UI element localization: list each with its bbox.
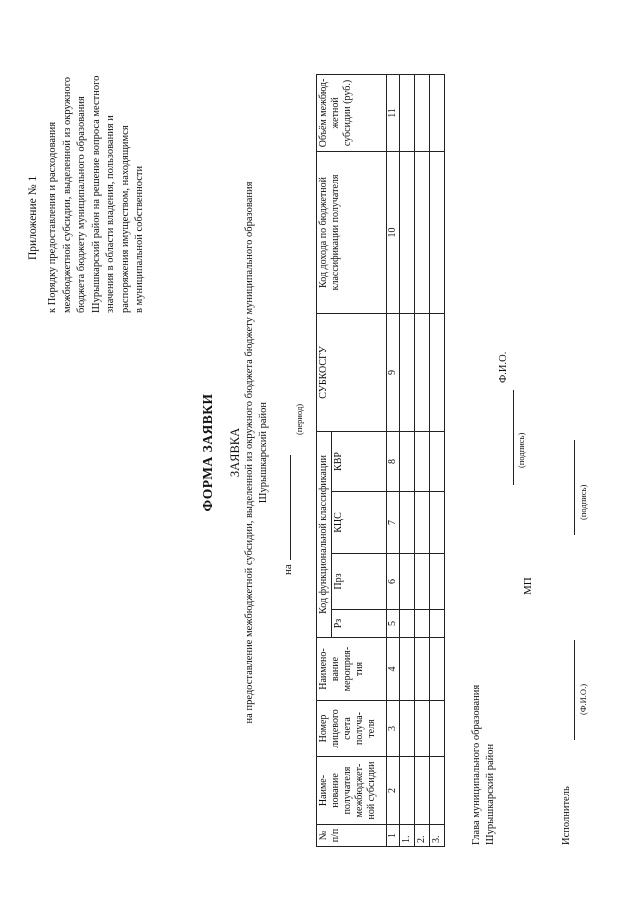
table-cell[interactable]: [400, 151, 415, 313]
period-input-line[interactable]: [280, 455, 291, 560]
header-subsidy-volume: Объём межбюд-жетной субсидии (руб.): [317, 74, 387, 151]
application-title: ЗАЯВКА: [228, 427, 242, 478]
table-cell[interactable]: [430, 74, 445, 151]
table-cell[interactable]: [415, 151, 430, 313]
stamp-label: МП: [522, 577, 534, 595]
column-number: 8: [387, 431, 400, 491]
table-cell[interactable]: [430, 610, 445, 638]
performer-fio-caption: (Ф.И.О.): [578, 683, 588, 715]
purpose-text: на предоставление межбюджетной субсидии, выделенной из окружного бюджета бюджету муниципального образования: [244, 181, 255, 724]
column-number: 6: [387, 554, 400, 610]
appendix-line: бюджета бюджету муниципального образования: [76, 96, 87, 313]
appendix-text: [46, 0, 148, 313]
appendix-line: в муниципальной собственности: [134, 165, 145, 313]
row-number: 2.: [415, 825, 430, 847]
applications-table: [316, 74, 445, 847]
header-rz: Рз: [332, 610, 387, 638]
period-field: [280, 455, 294, 575]
table-cell[interactable]: [400, 74, 415, 151]
table-row: [415, 74, 430, 846]
row-number: 1.: [400, 825, 415, 847]
header-func-code: Код функциональной классификации: [317, 431, 332, 637]
column-number: 7: [387, 492, 400, 554]
header-subkosgu: СУБКОСГУ: [317, 313, 387, 431]
performer-label: Исполнитель: [561, 786, 572, 845]
table-cell[interactable]: [400, 610, 415, 638]
table-cell[interactable]: [415, 701, 430, 757]
head-title-line: Глава муниципального образования: [471, 684, 482, 845]
header-income-code: Код дохода по бюджетной классификации получателя: [317, 151, 387, 313]
header-event: Наимено-вание мероприя-тия: [317, 638, 387, 701]
head-title-line: Шурышкарский район: [485, 743, 496, 845]
appendix-line: значения в области владения, пользования и: [105, 115, 116, 313]
table-cell[interactable]: [430, 757, 445, 825]
table-header-row: [317, 74, 332, 846]
header-kcs: КЦС: [332, 492, 387, 554]
table-row: [430, 74, 445, 846]
appendix-line: Шурышкарский район на решение вопроса местного: [90, 75, 102, 313]
header-prz: Прз: [332, 554, 387, 610]
table-cell[interactable]: [430, 701, 445, 757]
period-prefix: на: [282, 564, 294, 575]
performer-signature-caption: (подпись): [578, 484, 588, 520]
table-cell[interactable]: [415, 638, 430, 701]
table-cell[interactable]: [415, 431, 430, 491]
table-cell[interactable]: [415, 492, 430, 554]
appendix-line: распоряжения имуществом, находящимся: [119, 125, 131, 313]
table-cell[interactable]: [400, 701, 415, 757]
column-number: 2: [387, 757, 400, 825]
column-number: 1: [387, 825, 400, 847]
head-signature-line[interactable]: [513, 390, 514, 485]
appendix-line: межбюджетной субсидии, выделенной из окружного: [61, 76, 73, 313]
column-number: 3: [387, 701, 400, 757]
table-cell[interactable]: [430, 492, 445, 554]
performer-signature-line[interactable]: [574, 440, 575, 535]
performer-fio-line[interactable]: [574, 640, 575, 740]
purpose-text-district: Шурышкарский район: [258, 401, 269, 504]
table-cell[interactable]: [400, 431, 415, 491]
header-kvr: КВР: [332, 431, 387, 491]
table-cell[interactable]: [415, 74, 430, 151]
table-cell[interactable]: [430, 431, 445, 491]
column-number: 11: [387, 74, 400, 151]
table-cell[interactable]: [430, 151, 445, 313]
header-recipient: Наиме-нование получателя межбюджет-ной субсидии: [317, 757, 387, 825]
head-fio-label: Ф.И.О.: [498, 351, 509, 383]
header-account: Номер лицевого счета получа-теля: [317, 701, 387, 757]
table-cell[interactable]: [400, 313, 415, 431]
column-number: 9: [387, 313, 400, 431]
table-cell[interactable]: [400, 554, 415, 610]
column-number: 4: [387, 638, 400, 701]
form-title: ФОРМА ЗАЯВКИ: [200, 393, 215, 512]
period-caption: (период): [294, 403, 304, 435]
table-cell[interactable]: [415, 610, 430, 638]
table-cell[interactable]: [415, 554, 430, 610]
table-cell[interactable]: [400, 757, 415, 825]
head-signature-caption: (подпись): [516, 432, 526, 468]
column-number: 10: [387, 151, 400, 313]
row-number: 3.: [430, 825, 445, 847]
table-cell[interactable]: [430, 638, 445, 701]
column-number-row: [387, 74, 400, 846]
table-cell[interactable]: [430, 313, 445, 431]
table-row: [400, 74, 415, 846]
table-cell[interactable]: [415, 313, 430, 431]
table-cell[interactable]: [415, 757, 430, 825]
appendix-number: Приложение № 1: [27, 175, 39, 260]
table-cell[interactable]: [400, 492, 415, 554]
table-cell[interactable]: [400, 638, 415, 701]
header-num: № п/п: [317, 825, 387, 847]
column-number: 5: [387, 610, 400, 638]
head-signature-label: [470, 685, 498, 845]
appendix-line: к Порядку предоставления и расходования: [47, 121, 58, 313]
table-cell[interactable]: [430, 554, 445, 610]
